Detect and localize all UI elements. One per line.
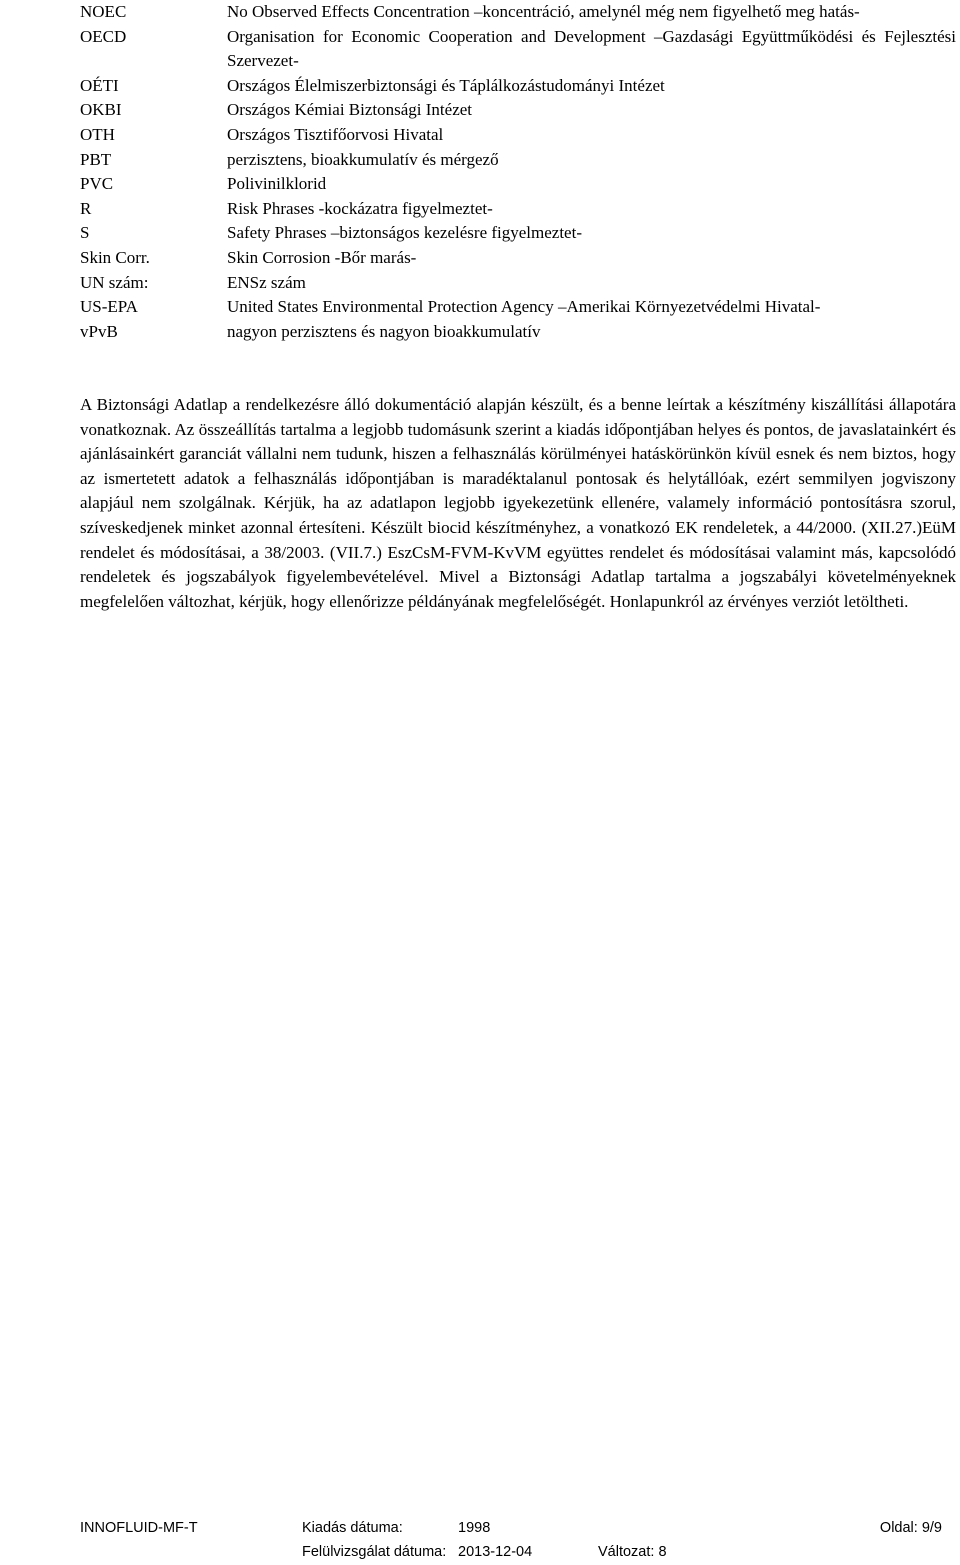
abbreviation-term: UN szám: bbox=[80, 272, 149, 292]
abbreviation-term: US-EPA bbox=[80, 297, 138, 317]
footer-review-value: 2013-12-04 bbox=[458, 1544, 533, 1560]
abbreviation-row bbox=[80, 0, 956, 25]
abbreviation-row bbox=[80, 246, 956, 271]
abbreviation-row bbox=[80, 25, 956, 74]
footer-version: Változat: 8 bbox=[598, 1544, 667, 1560]
abbreviation-row bbox=[80, 98, 956, 123]
abbreviation-term: OKBI bbox=[80, 100, 122, 120]
abbreviation-term: Skin Corr. bbox=[80, 247, 150, 267]
abbreviation-definition: Safety Phrases –biztonságos kezelésre figyelmeztet- bbox=[227, 223, 582, 243]
footer-product-code: INNOFLUID-MF-T bbox=[80, 1520, 198, 1536]
abbreviation-term: NOEC bbox=[80, 2, 127, 21]
page-footer bbox=[0, 1520, 960, 1565]
abbreviation-definition: Országos Kémiai Biztonsági Intézet bbox=[227, 100, 473, 120]
abbreviation-row bbox=[80, 148, 956, 173]
abbreviation-term: PBT bbox=[80, 149, 112, 169]
abbreviation-definition: Országos Élelmiszerbiztonsági és Táplálkozástudományi Intézet bbox=[227, 75, 665, 95]
abbreviation-row bbox=[80, 74, 956, 99]
abbreviation-definition: ENSz szám bbox=[227, 272, 306, 292]
abbreviation-row bbox=[80, 271, 956, 296]
footer-issue-label: Kiadás dátuma: bbox=[302, 1520, 403, 1536]
abbreviation-term: S bbox=[80, 223, 90, 243]
disclaimer-paragraph: A Biztonsági Adatlap a rendelkezésre álló dokumentáció alapján készült, és a benne leírtak a készítmény kiszállítási állapotára vonatkoznak. Az összeállítás tartalma a legjobb tudomásunk szerint a kiadás időpontjában helyes és pontos, de javaslatainkért és ajánlásainkért garanciát vállalni nem tudunk, hiszen a felhasználás körülményei hatáskörünkön kívül esnek és nem biztos, hogy az ismertetett adatok a felhasználás időpontjában is maradéktalanul pontosak és helytállóak, ezért semmilyen jogviszony alapjául nem szolgálnak. Kérjük, ha az adatlapon legjobb igyekezetünk ellenére, valamely információ pontosításra szorul, szíveskedjenek minket azonnal értesíteni. Készült biocid készítményhez, a vonatkozó EK rendeletek, a 44/2000. (XII.27.)EüM rendelet és módosításai, a 38/2003. (VII.7.) EszCsM-FVM-KvVM együttes rendelet és módosításai valamint más, kapcsolódó rendeletek és jogszabályok figyelembevételével. Mivel a Biztonsági Adatlap tartalma a jogszabályi követelményeknek megfelelően változhat, kérjük, hogy ellenőrizze példányának megfelelőségét. Honlapunkról az érvényes verziót letöltheti. bbox=[80, 395, 956, 611]
abbreviation-row bbox=[80, 172, 956, 197]
abbreviation-term: OECD bbox=[80, 26, 127, 46]
abbreviation-table bbox=[80, 0, 956, 344]
abbreviation-term: PVC bbox=[80, 174, 114, 194]
abbreviation-term: OÉTI bbox=[80, 75, 119, 95]
abbreviation-row bbox=[80, 295, 956, 320]
abbreviation-term: vPvB bbox=[80, 321, 118, 341]
abbreviation-row bbox=[80, 221, 956, 246]
abbreviation-term: R bbox=[80, 198, 92, 218]
footer-review-label: Felülvizsgálat dátuma: bbox=[302, 1544, 447, 1560]
abbreviation-definition: United States Environmental Protection Agency –Amerikai Környezetvédelmi Hivatal- bbox=[227, 297, 821, 317]
abbreviation-row bbox=[80, 197, 956, 222]
abbreviation-definition: Országos Tisztifőorvosi Hivatal bbox=[227, 124, 444, 144]
abbreviation-row bbox=[80, 320, 956, 345]
abbreviation-definition: nagyon perzisztens és nagyon bioakkumulatív bbox=[227, 321, 541, 341]
abbreviation-row bbox=[80, 123, 956, 148]
abbreviation-definition: Organisation for Economic Cooperation and Development –Gazdasági Együttműködési és Fejlesztési Szervezet- bbox=[227, 26, 956, 71]
abbreviation-definition: Risk Phrases -kockázatra figyelmeztet- bbox=[227, 198, 493, 218]
footer-page-number: Oldal: 9/9 bbox=[879, 1520, 942, 1536]
footer-issue-value: 1998 bbox=[458, 1520, 491, 1536]
abbreviation-definition: perzisztens, bioakkumulatív és mérgező bbox=[227, 149, 499, 169]
abbreviation-definition: Skin Corrosion -Bőr marás- bbox=[227, 247, 417, 267]
abbreviation-term: OTH bbox=[80, 124, 115, 144]
abbreviation-definition: Polivinilklorid bbox=[227, 174, 327, 194]
abbreviation-definition: No Observed Effects Concentration –koncentráció, amelynél még nem figyelhető meg hatás- bbox=[227, 2, 860, 21]
